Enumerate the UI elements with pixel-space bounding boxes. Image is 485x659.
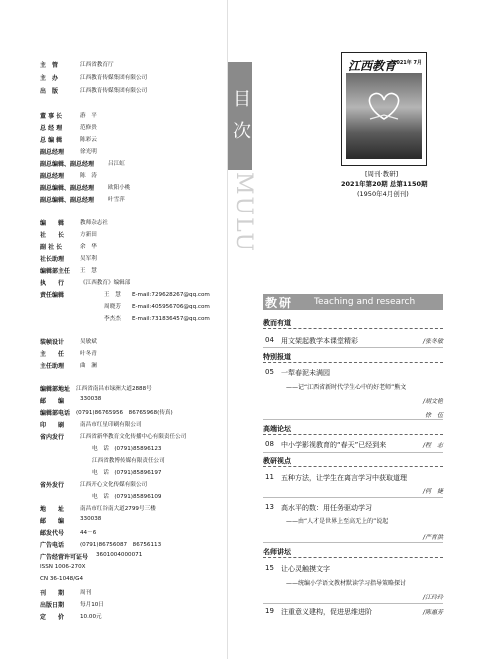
- masthead-value: (0791)86765956 86765968(传真): [76, 410, 173, 416]
- masthead-value: 方新田: [80, 232, 97, 238]
- masthead-value: 南昌市红星印刷有限公司: [80, 422, 142, 428]
- toc-article-title[interactable]: 用文架起教学本课堂精彩: [281, 337, 358, 345]
- masthead-value: 电 话 (0791)85896109: [92, 494, 162, 500]
- toc-band: [228, 62, 252, 170]
- masthead-value: 江西省教博传媒有限责任公司: [92, 458, 165, 464]
- masthead-value: 江西开心文化传媒有限公司: [80, 482, 148, 488]
- toc-subtitle: ——由“人才是世界上至高无上的”说起: [286, 518, 389, 525]
- masthead-label: 装帧设计: [40, 339, 65, 346]
- masthead-label: 邮 编: [40, 518, 65, 525]
- masthead-value: 《江西教育》编辑部: [80, 280, 131, 286]
- masthead-value: 陈彩云: [80, 137, 97, 143]
- masthead-label: 总 编 辑: [40, 137, 63, 144]
- masthead-label: 编辑部地址: [40, 386, 71, 393]
- masthead-value: 李杰杰 E-mail:731836457@qq.com: [104, 316, 210, 322]
- masthead-label: 省内发行: [40, 434, 65, 441]
- toc-article-title[interactable]: 高水平的数：用任务驱动学习: [281, 504, 372, 512]
- masthead-value: 江西教育传媒集团有限公司: [80, 75, 148, 81]
- masthead-label: 社长助理: [40, 256, 65, 263]
- cover-image: [341, 52, 427, 166]
- masthead-label: 广告经营许可证号: [40, 554, 89, 561]
- masthead-value: 教师杂志社: [80, 220, 108, 226]
- toc-article-title[interactable]: 一犁春泥未满园: [281, 369, 330, 377]
- toc-divider: [263, 557, 443, 558]
- masthead-label: 副总编辑、副总经理: [40, 197, 95, 204]
- masthead-value: 电 话 (0791)85896197: [92, 470, 162, 476]
- masthead-label: 董 事 长: [40, 113, 63, 120]
- toc-separator: [263, 452, 443, 453]
- masthead-value: 每月10日: [80, 602, 104, 608]
- masthead-value: 陈 涛: [80, 173, 97, 179]
- masthead-value: (0791)86756087 86756113: [80, 542, 162, 548]
- toc-subtitle: ——统编小学语文教材默读学习指导策略探讨: [286, 580, 407, 587]
- masthead-label: 省外发行: [40, 482, 65, 489]
- toc-category: 特别报道: [263, 353, 291, 361]
- masthead-value: 叶雪萍: [108, 197, 125, 203]
- toc-page-number: 19: [265, 607, 274, 615]
- masthead-value: 周晓芳 E-mail:405956706@qq.com: [104, 304, 210, 310]
- masthead-value: 3601004000071: [96, 552, 143, 558]
- cover-title: 江西教育: [348, 59, 397, 73]
- masthead-label: 主任助理: [40, 363, 65, 370]
- masthead-label: 副总经理: [40, 149, 65, 156]
- masthead-value: 叶冬青: [80, 351, 97, 357]
- toc-page-number: 11: [265, 473, 274, 481]
- toc-article-title[interactable]: 五种方法，让学生在离言学习中获取道理: [281, 474, 407, 482]
- toc-separator: [263, 603, 443, 604]
- masthead-label: 主 任: [40, 351, 65, 358]
- cover-type: [周刊·教研]: [365, 170, 399, 178]
- toc-author: /何 婕: [422, 488, 443, 495]
- masthead-value: 曲 澜: [80, 363, 97, 369]
- masthead-label: 出版日期: [40, 602, 65, 609]
- masthead-value: 游 平: [80, 113, 97, 119]
- toc-author: 徐 伍: [424, 412, 443, 419]
- masthead-value: 欧阳小桃: [108, 185, 131, 191]
- section-title-cn: 教研: [265, 296, 294, 310]
- masthead-value: 44－6: [80, 530, 97, 536]
- masthead-value: 吕江虹: [108, 161, 125, 167]
- masthead-value: 江西教育传媒集团有限公司: [80, 88, 148, 94]
- masthead-label: 出 版: [40, 88, 59, 95]
- masthead-label: 编辑部主任: [40, 268, 71, 275]
- masthead-label: 印 刷: [40, 422, 65, 429]
- toc-divider: [263, 362, 443, 363]
- masthead-label: 社 长: [40, 232, 65, 239]
- section-title-en: Teaching and research: [314, 297, 416, 307]
- masthead-value: 吴军利: [80, 256, 97, 262]
- mulu-watermark: MULU: [231, 172, 256, 254]
- masthead-value: 南昌市红谷南大道2799号三楼: [80, 506, 156, 512]
- toc-page-number: 08: [265, 440, 274, 448]
- masthead-label: 责任编辑: [40, 292, 65, 299]
- masthead-label: 广告电话: [40, 542, 65, 549]
- founded-date: (1950年4月创刊): [357, 190, 409, 198]
- masthead-label: 邮 编: [40, 398, 65, 405]
- toc-category: 教研视点: [263, 457, 291, 465]
- masthead-label: 副总编辑、副总经理: [40, 161, 95, 168]
- masthead-label: 地 址: [40, 506, 65, 513]
- masthead-label: 刊 期: [40, 590, 65, 597]
- toc-page-number: 04: [265, 336, 274, 344]
- masthead-value: 余 华: [80, 244, 97, 250]
- masthead-value: 王 慧 E-mail:729628267@qq.com: [104, 292, 210, 298]
- masthead-value: 10.00元: [80, 614, 102, 620]
- masthead-label: 邮发代号: [40, 530, 65, 537]
- masthead-value: 330038: [80, 396, 102, 402]
- masthead-label: 编辑部电话: [40, 410, 71, 417]
- masthead-value: 周刊: [80, 590, 92, 596]
- masthead-value: ISSN 1006-270X: [40, 564, 86, 570]
- toc-separator: [263, 419, 443, 420]
- toc-author: /程 志: [422, 442, 443, 449]
- toc-author: /张冬敏: [422, 338, 443, 345]
- toc-article-title[interactable]: 注重意义建构，促进思维进阶: [281, 608, 372, 616]
- masthead-value: 徐光明: [80, 149, 97, 155]
- masthead-value: 江西省新华教育文化传播中心有限责任公司: [80, 434, 187, 440]
- toc-separator: [263, 347, 443, 348]
- toc-divider: [263, 466, 443, 467]
- toc-category: 高端论坛: [263, 425, 291, 433]
- masthead-value: 范修贵: [80, 125, 97, 131]
- masthead-label: 副总经理: [40, 173, 65, 180]
- issue-number: 2021年第20期 总第1150期: [341, 180, 428, 188]
- masthead-value: CN 36-1048/G4: [40, 576, 84, 582]
- masthead-label: 总 经 理: [40, 125, 63, 132]
- toc-page-number: 05: [265, 368, 274, 376]
- toc-page-number: 13: [265, 503, 274, 511]
- masthead-value: 王 慧: [80, 268, 97, 274]
- toc-subtitle: ——记“江西省新时代学生心中的好老师”熊文: [286, 384, 407, 391]
- masthead-label: 执 行: [40, 280, 65, 287]
- toc-author: /陈惠芳: [422, 609, 443, 616]
- toc-author: /江玲玲: [422, 594, 443, 601]
- masthead-label: 主 办: [40, 75, 59, 82]
- masthead-value: 吴敏斌: [80, 339, 97, 345]
- toc-page-number: 15: [265, 564, 274, 572]
- masthead-value: 电 话 (0791)85896123: [92, 446, 162, 452]
- masthead-label: 定 价: [40, 614, 65, 621]
- masthead-label: 编 辑: [40, 220, 65, 227]
- masthead-label: 副 社 长: [40, 244, 63, 251]
- masthead-label: 副总编辑、副总经理: [40, 185, 95, 192]
- toc-author: /严育洪: [422, 534, 443, 541]
- toc-category: 名师讲坛: [263, 548, 291, 556]
- toc-article-title[interactable]: 让心灵触摸文字: [281, 565, 330, 573]
- toc-divider: [263, 328, 443, 329]
- masthead-value: 330038: [80, 516, 102, 522]
- toc-divider: [263, 434, 443, 435]
- masthead-value: 江西省教育厅: [80, 62, 114, 68]
- toc-label: 目次: [230, 89, 251, 153]
- toc-separator: [263, 497, 443, 498]
- heart-book-icon: [364, 91, 404, 121]
- toc-article-title[interactable]: 中小学影视教育的“春天”已经到来: [281, 441, 387, 449]
- toc-separator: [263, 542, 443, 543]
- cover-issue: 2021年 7月: [392, 60, 422, 66]
- masthead-label: 主 管: [40, 62, 59, 69]
- toc-category: 教而有道: [263, 319, 291, 327]
- masthead-value: 江西省南昌市绿洲大道2888号: [76, 386, 152, 392]
- toc-author: /胡文艳: [422, 398, 443, 405]
